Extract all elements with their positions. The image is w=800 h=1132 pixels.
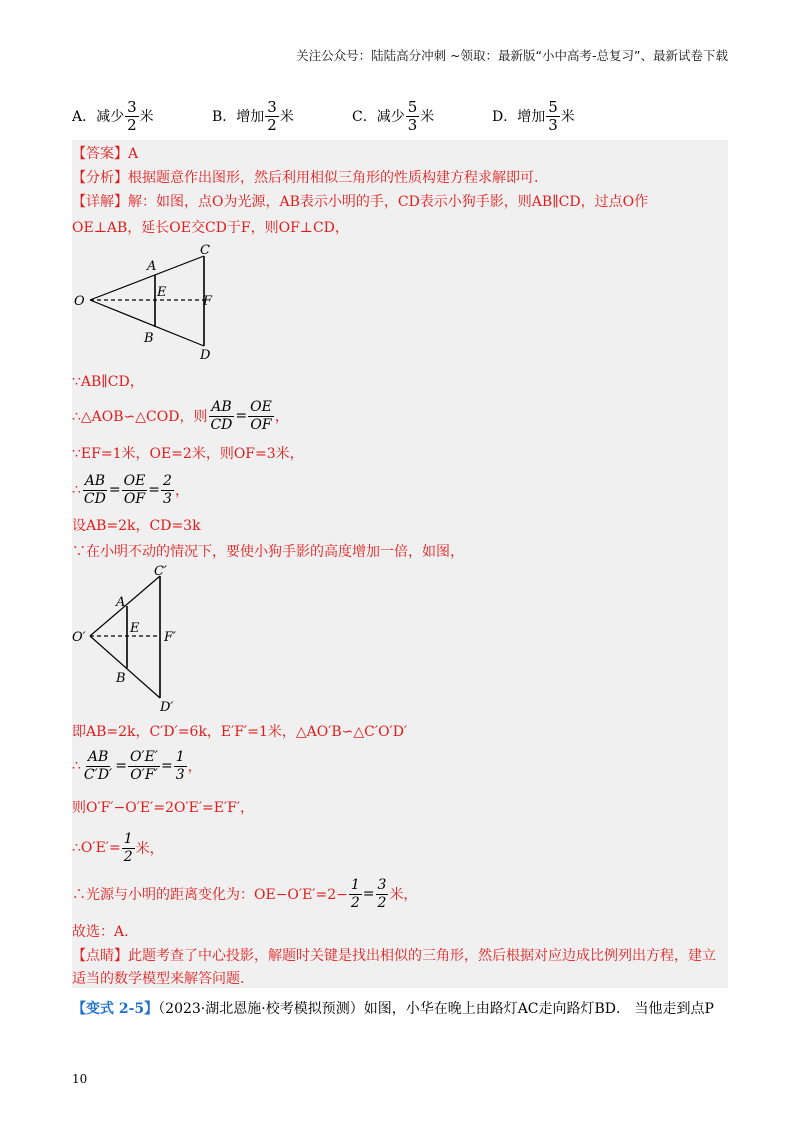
fraction: $\frac{5}{3}$ — [548, 97, 558, 134]
label-d: D′ — [160, 700, 174, 714]
option-label: A．减少 — [72, 109, 125, 125]
fraction: $\frac{1}{2}$ — [350, 876, 360, 911]
option-unit: 米 — [139, 109, 154, 125]
label-a: A — [116, 595, 126, 610]
option-label: C．减少 — [352, 109, 405, 125]
step-8: ∴ $\frac{AB}{C'D'}$ = $\frac{O'E'}{O'F'}$ = $\frac{1}{3}$ ， — [72, 748, 202, 783]
page-number: 10 — [72, 1072, 88, 1086]
step-4: ∴ $\frac{AB}{CD}$ = $\frac{OE}{OF}$ = $\frac{2}{3}$ ， — [72, 472, 189, 507]
step-10: ∴O′E′= $\frac{1}{2}$ 米， — [72, 830, 164, 865]
fraction: $\frac{5}{3}$ — [407, 97, 418, 134]
detail-line-2: OE⊥AB，延长OE交CD于F，则OF⊥CD， — [72, 220, 349, 236]
comment-line-2: 适当的数学模型来解答问题. — [72, 971, 245, 987]
option-unit: 米 — [560, 109, 575, 125]
step-11: ∴光源与小明的距离变化为：OE−O′E′=2− $\frac{1}{2}$ = $\frac{3}{2}$ 米， — [72, 876, 418, 911]
answer-line: 【答案】A — [72, 146, 139, 162]
fraction: $\frac{3}{2}$ — [127, 97, 137, 134]
page-header: 关注公众号：陆陆高分冲刺 ~领取：最新版“小中高考-总复习”、最新试卷下载 — [296, 48, 728, 63]
option-label: D．增加 — [492, 109, 546, 125]
ray-od — [90, 636, 160, 698]
figure-1-diagram — [72, 242, 222, 362]
fraction: $\frac{AB}{C'D'}$ — [83, 748, 113, 783]
fraction: $\frac{2}{3}$ — [163, 472, 172, 507]
option-c — [352, 98, 434, 134]
option-unit: 米 — [420, 109, 435, 125]
analysis-line: 【分析】根据题意作出图形，然后利用相似三角形的性质构建方程求解即可. — [72, 170, 539, 186]
figure-2-diagram — [72, 564, 192, 714]
variant-tag: 【变式 2-5】 — [72, 1001, 159, 1017]
fraction: $\frac{3}{2}$ — [377, 876, 387, 911]
fraction: $\frac{AB}{CD}$ — [210, 398, 233, 433]
label-o: O — [74, 294, 85, 309]
label-a: A — [147, 259, 157, 274]
label-c: C′ — [154, 564, 167, 579]
comment-line-1: 【点睛】此题考查了中心投影，解题时关键是找出相似的三角形，然后根据对应边成比例列出方程，建立 — [72, 948, 716, 964]
option-a — [72, 98, 154, 134]
fraction: $\frac{OE}{OF}$ — [250, 398, 272, 433]
label-e: E — [157, 285, 167, 300]
variant-text: （2023·湖北恩施·校考模拟预测）如图，小华在晚上由路灯AC走向路灯BD． 当他走到点P — [158, 1001, 714, 1017]
fraction: $\frac{1}{3}$ — [175, 748, 185, 783]
answer-options — [72, 98, 732, 134]
step-5: 设AB=2k，CD=3k — [72, 518, 201, 534]
option-unit: 米 — [279, 109, 294, 125]
label-f: F′ — [164, 630, 176, 645]
fraction: $\frac{O'E'}{O'F'}$ — [129, 748, 159, 783]
label-o: O′ — [72, 630, 86, 645]
fraction: $\frac{1}{2}$ — [123, 830, 133, 865]
option-b — [212, 98, 294, 134]
label-b: B — [116, 671, 126, 686]
option-d — [492, 98, 575, 134]
label-d: D — [200, 348, 211, 362]
step-9: 则O′F′−O′E′=2O′E′=E′F′， — [72, 800, 255, 816]
step-2: ∴△AOB∽△COD，则 $\frac{AB}{CD}$ = $\frac{OE}{OF}$ ， — [72, 398, 289, 433]
step-12: 故选：A. — [72, 924, 129, 940]
label-e: E — [130, 621, 140, 636]
step-6: ∵在小明不动的情况下，要使小狗手影的高度增加一倍，如图， — [72, 544, 464, 560]
step-1: ∵AB∥CD， — [72, 374, 144, 390]
variant-question — [72, 998, 732, 1018]
label-f: F — [203, 294, 213, 309]
fraction: $\frac{OE}{OF}$ — [123, 472, 146, 507]
label-b: B — [144, 331, 154, 346]
solution-box — [72, 140, 728, 988]
detail-line-1: 【详解】解：如图，点O为光源，AB表示小明的手，CD表示小狗手影，则AB∥CD，过点O作 — [72, 194, 649, 210]
fraction: $\frac{3}{2}$ — [267, 97, 277, 134]
step-3: ∵EF=1米，OE=2米，则OF=3米， — [72, 446, 304, 462]
label-c: C — [200, 243, 210, 258]
step-7: 即AB=2k，C′D′=6k，E′F′=1米，△AO′B∽△C′O′D′ — [72, 724, 408, 740]
option-label: B．增加 — [212, 109, 265, 125]
fraction: $\frac{AB}{CD}$ — [83, 472, 106, 507]
